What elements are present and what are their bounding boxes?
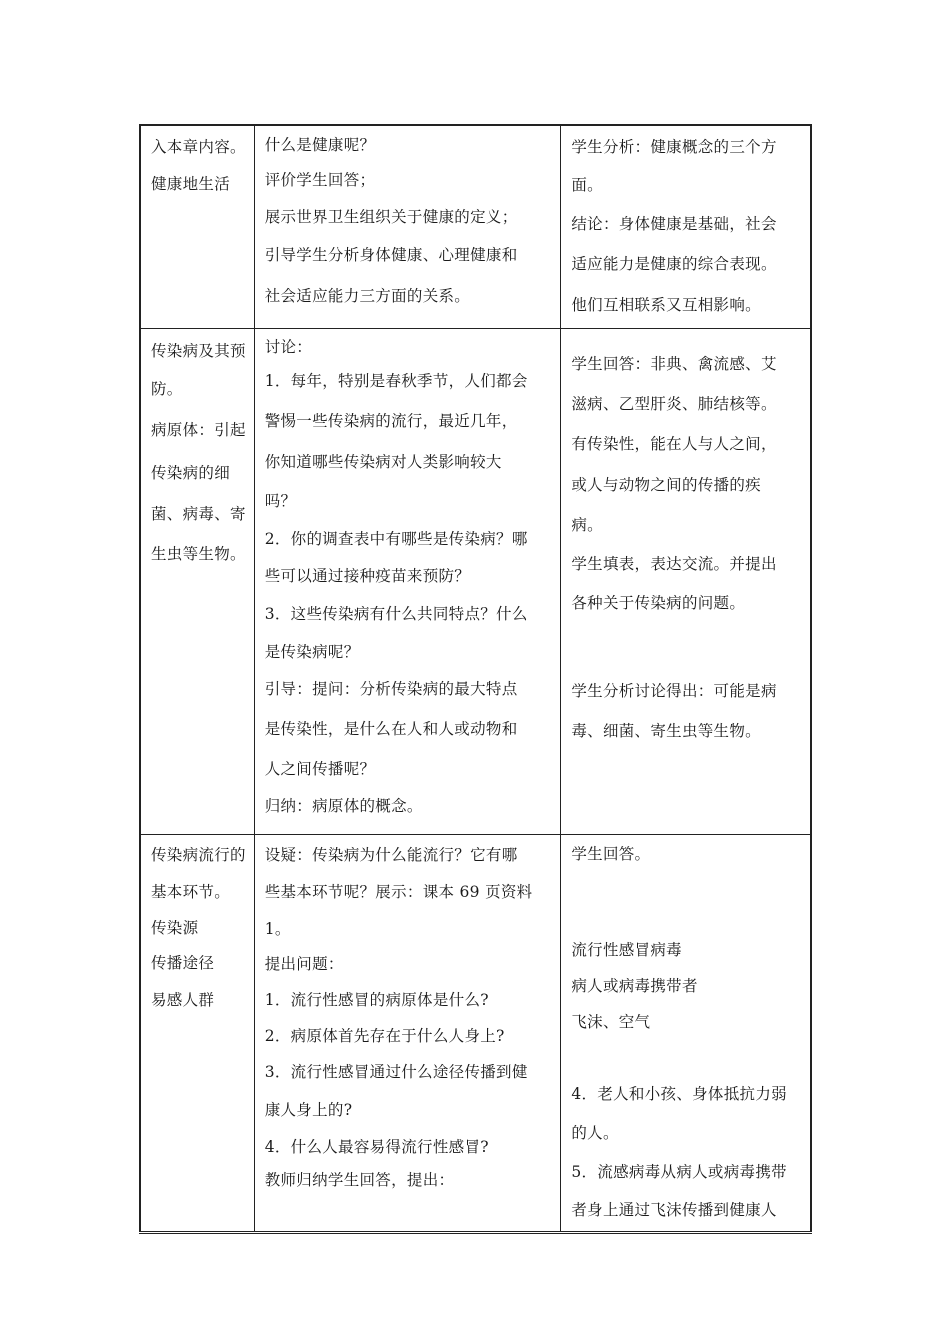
text-line: 学生分析讨论得出：可能是病	[571, 682, 777, 700]
text-line: 些基本环节呢？展示：课本 69 页资料	[264, 883, 533, 901]
table-row	[140, 835, 811, 1233]
text-line: 基本环节。	[151, 883, 231, 901]
student-activity-cell	[561, 835, 811, 1233]
content-cell	[140, 329, 254, 835]
text-line: 教师归纳学生回答，提出：	[264, 1171, 455, 1189]
lesson-plan-table	[139, 124, 812, 1234]
text-line: 引导学生分析身体健康、心理健康和	[264, 246, 518, 264]
text-line: 讨论：	[264, 338, 313, 356]
text-line: 学生填表，表达交流。并提出	[571, 555, 777, 573]
text-line: 传染源	[151, 919, 199, 937]
text-line: 1。	[264, 920, 291, 938]
spacer	[571, 332, 802, 344]
text-line: 些可以通过接种疫苗来预防？	[264, 567, 471, 585]
text-line: 易感人群	[151, 991, 215, 1009]
student-activity-cell	[561, 125, 811, 329]
text-line: 学生回答：非典、禽流感、艾	[571, 355, 777, 373]
text-line: 归纳：病原体的概念。	[264, 797, 423, 815]
content-cell	[140, 125, 254, 329]
text-line: 1．流行性感冒的病原体是什么?	[264, 991, 489, 1009]
text-line: 引导：提问：分析传染病的最大特点	[264, 680, 518, 698]
text-line: 毒、细菌、寄生虫等生物。	[571, 722, 761, 740]
spacer	[571, 1040, 802, 1074]
text-line: 防。	[151, 380, 183, 398]
table-row	[140, 125, 811, 329]
text-line: 结论：身体健康是基础，社会	[571, 215, 777, 233]
text-line: 病原体：引起	[151, 421, 246, 439]
text-line: 传染病流行的	[151, 846, 246, 864]
text-line: 2．病原体首先存在于什么人身上?	[264, 1027, 505, 1045]
text-line: 病人或病毒携带者	[571, 977, 698, 995]
text-line: 什么是健康呢？	[264, 136, 376, 154]
text-line: 3．这些传染病有什么共同特点？什么	[264, 605, 528, 623]
text-line: 你知道哪些传染病对人类影响较大	[264, 453, 502, 471]
text-line: 入本章内容。	[151, 138, 246, 156]
text-line: 4．什么人最容易得流行性感冒?	[264, 1138, 489, 1156]
text-line: 3．流行性感冒通过什么途径传播到健	[264, 1063, 528, 1081]
text-line: 健康地生活	[151, 175, 231, 193]
text-line: 设疑：传染病为什么能流行？它有哪	[264, 846, 518, 864]
teacher-activity-cell	[254, 835, 561, 1233]
text-line: 有传染性，能在人与人之间，	[571, 435, 777, 453]
text-line: 病。	[571, 516, 603, 534]
text-line: 4．老人和小孩、身体抵抗力弱	[571, 1085, 787, 1103]
text-line: 1．每年，特别是春秋季节，人们都会	[264, 372, 528, 390]
teacher-activity-cell	[254, 329, 561, 835]
text-line: 传染病的细	[151, 464, 231, 482]
text-line: 的人。	[571, 1124, 619, 1142]
content-cell	[140, 835, 254, 1233]
teacher-activity-cell	[254, 125, 561, 329]
text-line: 人之间传播呢？	[264, 760, 376, 778]
text-line: 面。	[571, 176, 603, 194]
text-line: 评价学生回答；	[264, 171, 376, 189]
text-line: 是传染性，是什么在人和人或动物和	[264, 720, 518, 738]
text-line: 学生回答。	[571, 845, 651, 863]
text-line: 展示世界卫生组织关于健康的定义；	[264, 208, 518, 226]
text-line: 菌、病毒、寄	[151, 505, 246, 523]
text-line: 警惕一些传染病的流行，最近几年，	[264, 412, 518, 430]
text-line: 飞沫、空气	[571, 1013, 651, 1031]
table-row	[140, 329, 811, 835]
text-line: 滋病、乙型肝炎、肺结核等。	[571, 395, 777, 413]
text-line: 康人身上的?	[264, 1101, 353, 1119]
text-line: 生虫等生物。	[151, 545, 246, 563]
text-line: 流行性感冒病毒	[571, 941, 682, 959]
text-line: 5．流感病毒从病人或病毒携带	[571, 1163, 787, 1181]
spacer	[571, 870, 802, 932]
text-line: 或人与动物之间的传播的疾	[571, 476, 761, 494]
text-line: 各种关于传染病的问题。	[571, 594, 746, 612]
text-line: 传播途径	[151, 954, 215, 972]
text-line: 学生分析：健康概念的三个方	[571, 138, 777, 156]
text-line: 吗？	[264, 492, 297, 510]
text-line: 是传染病呢？	[264, 643, 360, 661]
text-line: 适应能力是健康的综合表现。	[571, 255, 777, 273]
text-line: 者身上通过飞沫传播到健康人	[571, 1201, 777, 1219]
student-activity-cell	[561, 329, 811, 835]
spacer	[571, 622, 802, 672]
text-line: 社会适应能力三方面的关系。	[264, 287, 471, 305]
text-line: 传染病及其预	[151, 342, 246, 360]
text-line: 他们互相联系又互相影响。	[571, 296, 761, 314]
text-line: 提出问题：	[264, 955, 344, 973]
text-line: 2．你的调查表中有哪些是传染病？哪	[264, 530, 528, 548]
